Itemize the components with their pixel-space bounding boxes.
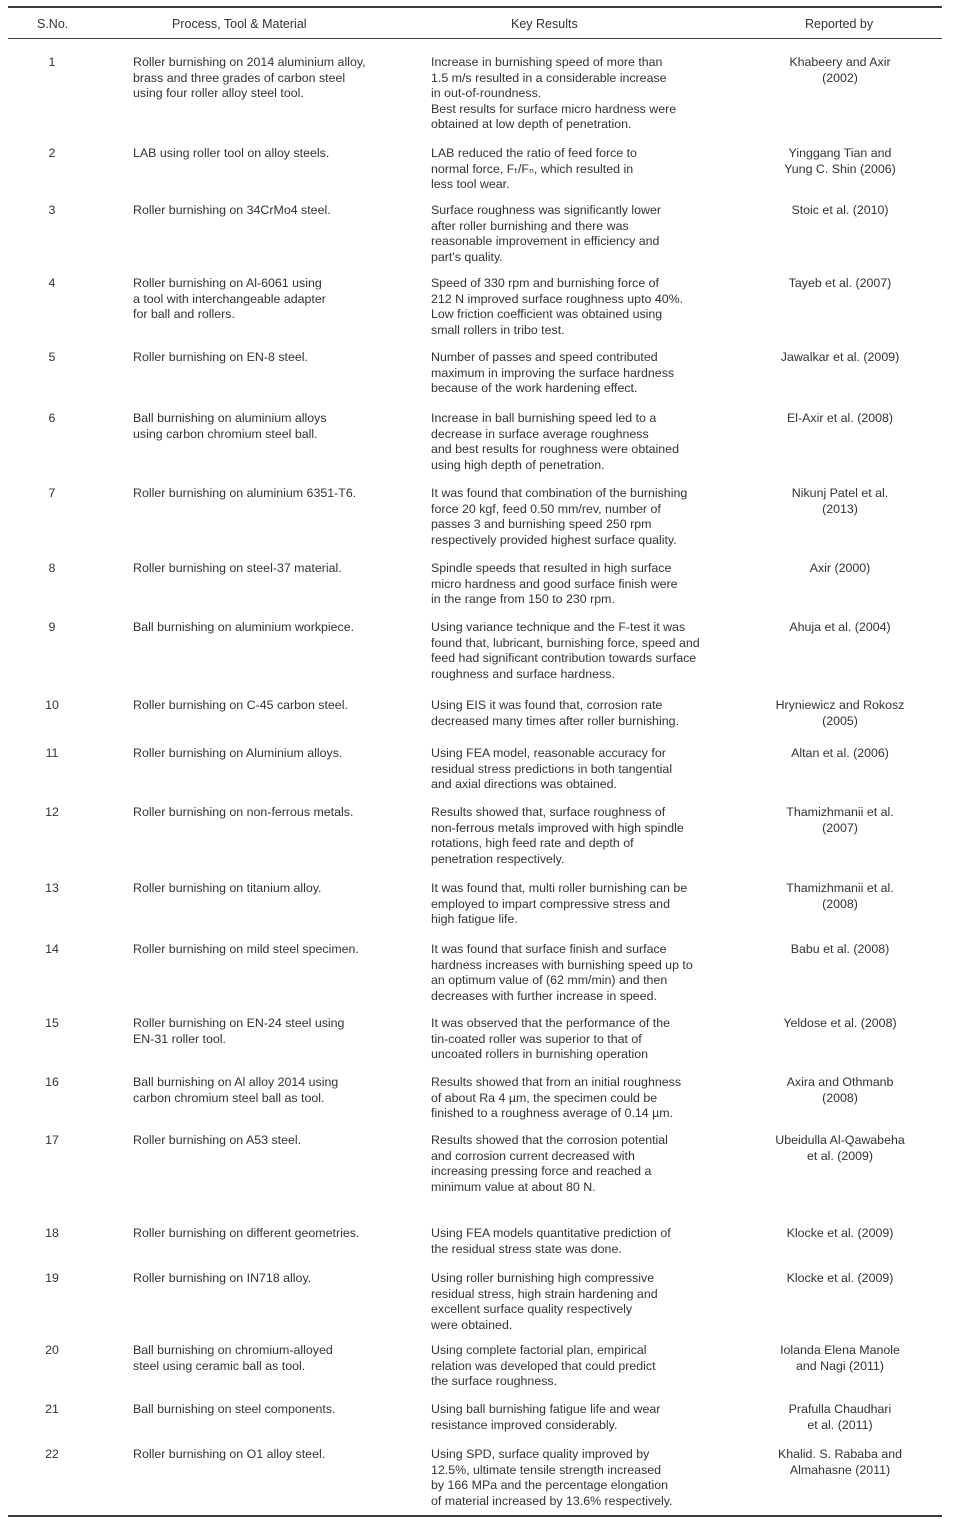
- reported-by-cell-line: (2013): [822, 501, 858, 516]
- process-cell: [133, 1016, 403, 1047]
- results-cell: [431, 486, 731, 548]
- results-cell-line: part's quality.: [431, 249, 503, 264]
- results-cell-line: an optimum value of (62 mm/min) and then: [431, 973, 668, 988]
- header-bottom-rule: [8, 38, 942, 39]
- results-cell-line: LAB reduced the ratio of feed force to: [431, 146, 637, 160]
- results-cell-line: Using SPD, surface quality improved by: [431, 1447, 650, 1461]
- process-cell-line: Roller burnishing on non-ferrous metals.: [133, 805, 354, 819]
- reported-by-cell: [764, 805, 916, 836]
- row-number: 18: [45, 1226, 59, 1240]
- process-cell-line: Roller burnishing on C-45 carbon steel.: [133, 698, 348, 712]
- reported-by-cell: [764, 881, 916, 912]
- process-cell-line: Roller burnishing on aluminium 6351-T6.: [133, 486, 357, 500]
- reported-by-cell: [764, 1343, 916, 1374]
- process-cell: [133, 1402, 403, 1418]
- results-cell-line: using high depth of penetration.: [431, 457, 605, 472]
- reported-by-cell-line: (2007): [822, 820, 858, 835]
- process-cell-line: using carbon chromium steel ball.: [133, 426, 318, 441]
- results-cell-line: residual stress predictions in both tangential: [431, 761, 673, 776]
- header-reported: Reported by: [805, 17, 874, 31]
- results-cell-line: It was found that surface finish and surface: [431, 942, 667, 956]
- process-cell-line: Roller burnishing on 34CrMo4 steel.: [133, 203, 331, 217]
- results-cell-line: normal force, Fₜ/Fₙ, which resulted in: [431, 161, 634, 176]
- results-cell: [431, 1133, 731, 1195]
- reported-by-cell-line: Klocke et al. (2009): [786, 1271, 894, 1285]
- results-cell: [431, 942, 731, 1004]
- results-cell: [431, 1447, 731, 1509]
- process-cell-line: Roller burnishing on IN718 alloy.: [133, 1271, 312, 1285]
- reported-by-cell: [764, 146, 916, 177]
- reported-by-cell: [764, 1075, 916, 1106]
- results-cell-line: maximum in improving the surface hardness: [431, 365, 675, 380]
- header-sno: S.No.: [37, 17, 69, 31]
- results-cell-line: feed had significant contribution towards surface: [431, 651, 697, 666]
- process-cell-line: Roller burnishing on 2014 aluminium alloy,: [133, 55, 366, 69]
- reported-by-cell: [764, 1271, 916, 1287]
- results-cell-line: of material increased by 13.6% respectively.: [431, 1493, 673, 1508]
- results-cell-line: Increase in ball burnishing speed led to a: [431, 411, 657, 425]
- process-cell: [133, 486, 403, 502]
- reported-by-cell-line: Axira and Othmanb: [786, 1075, 894, 1089]
- row-number: 14: [45, 942, 59, 956]
- row-number: 21: [45, 1402, 59, 1416]
- results-cell-line: Spindle speeds that resulted in high surface: [431, 561, 672, 575]
- results-cell-line: by 166 MPa and the percentage elongation: [431, 1478, 668, 1493]
- results-cell-line: passes 3 and burnishing speed 250 rpm: [431, 517, 652, 532]
- results-cell: [431, 1226, 731, 1257]
- process-cell-line: for ball and rollers.: [133, 307, 235, 322]
- process-cell-line: brass and three grades of carbon steel: [133, 70, 346, 85]
- results-cell-line: employed to impart compressive stress and: [431, 896, 670, 911]
- results-cell-line: tin-coated roller was superior to that of: [431, 1031, 642, 1046]
- process-cell-line: using four roller alloy steel tool.: [133, 86, 304, 101]
- reported-by-cell-line: Klocke et al. (2009): [786, 1226, 894, 1240]
- reported-by-cell-line: Babu et al. (2008): [790, 942, 890, 956]
- results-cell: [431, 203, 731, 265]
- results-cell-line: of about Ra 4 µm, the specimen could be: [431, 1090, 658, 1105]
- results-cell-line: 1.5 m/s resulted in a considerable increase: [431, 70, 667, 85]
- process-cell-line: Ball burnishing on steel components.: [133, 1402, 336, 1416]
- results-cell-line: Using ball burnishing fatigue life and wear: [431, 1402, 661, 1416]
- reported-by-cell-line: Nikunj Patel et al.: [791, 486, 889, 500]
- results-cell-line: roughness and surface hardness.: [431, 666, 615, 681]
- results-cell-line: decrease in surface average roughness: [431, 426, 649, 441]
- results-cell-line: Results showed that, surface roughness of: [431, 805, 666, 819]
- results-cell: [431, 561, 731, 608]
- process-cell-line: a tool with interchangeable adapter: [133, 291, 326, 306]
- results-cell-line: penetration respectively.: [431, 851, 565, 866]
- reported-by-cell: [764, 698, 916, 729]
- results-cell: [431, 1271, 731, 1333]
- row-number: 17: [45, 1133, 59, 1147]
- results-cell-line: Using FEA model, reasonable accuracy for: [431, 746, 666, 760]
- process-cell: [133, 805, 403, 821]
- process-cell: [133, 1133, 403, 1149]
- results-cell-line: Results showed that the corrosion potential: [431, 1133, 668, 1147]
- reported-by-cell-line: Thamizhmanii et al.: [786, 805, 894, 819]
- results-cell-line: Number of passes and speed contributed: [431, 350, 658, 364]
- process-cell: [133, 1447, 403, 1463]
- process-cell: [133, 698, 403, 714]
- row-number: 13: [45, 881, 59, 895]
- process-cell: [133, 1343, 403, 1374]
- reported-by-cell: [764, 1133, 916, 1164]
- row-number: 19: [45, 1271, 59, 1285]
- reported-by-cell-line: Yung C. Shin (2006): [784, 161, 896, 176]
- results-cell-line: Using roller burnishing high compressive: [431, 1271, 655, 1285]
- results-cell-line: finished to a roughness average of 0.14 µm.: [431, 1106, 674, 1121]
- reported-by-cell-line: Tayeb et al. (2007): [788, 276, 892, 290]
- reported-by-cell: [764, 486, 916, 517]
- results-cell-line: It was observed that the performance of the: [431, 1016, 670, 1030]
- row-number: 16: [45, 1075, 59, 1089]
- row-number: 6: [48, 411, 56, 425]
- results-cell-line: decreased many times after roller burnishing.: [431, 713, 679, 728]
- reported-by-cell-line: Yeldose et al. (2008): [783, 1016, 897, 1030]
- process-cell: [133, 146, 403, 162]
- results-cell-line: Increase in burnishing speed of more than: [431, 55, 663, 69]
- row-number: 8: [48, 561, 56, 575]
- header-results: Key Results: [511, 17, 578, 31]
- reported-by-cell-line: and Nagi (2011): [796, 1358, 884, 1373]
- process-cell-line: Roller burnishing on A53 steel.: [133, 1133, 302, 1147]
- process-cell-line: Roller burnishing on different geometries.: [133, 1226, 360, 1240]
- results-cell: [431, 411, 731, 473]
- results-cell-line: relation was developed that could predict: [431, 1358, 656, 1373]
- results-cell-line: and axial directions was obtained.: [431, 777, 617, 792]
- results-cell-line: Low friction coefficient was obtained using: [431, 307, 663, 322]
- results-cell: [431, 698, 731, 729]
- process-cell-line: Roller burnishing on steel-37 material.: [133, 561, 342, 575]
- process-cell: [133, 55, 403, 102]
- reported-by-cell: [764, 1016, 916, 1032]
- row-number: 4: [48, 276, 56, 290]
- results-cell: [431, 55, 731, 133]
- reported-by-cell-line: Axir (2000): [809, 561, 871, 575]
- process-cell: [133, 203, 403, 219]
- results-cell-line: decreases with further increase in speed.: [431, 988, 657, 1003]
- process-cell-line: steel using ceramic ball as tool.: [133, 1358, 306, 1373]
- results-cell-line: Using FEA models quantitative prediction of: [431, 1226, 671, 1240]
- results-cell-line: the surface roughness.: [431, 1374, 558, 1389]
- results-cell-line: obtained at low depth of penetration.: [431, 117, 632, 132]
- process-cell-line: Ball burnishing on aluminium workpiece.: [133, 620, 355, 634]
- process-cell: [133, 411, 403, 442]
- process-cell: [133, 350, 403, 366]
- process-cell-line: EN-31 roller tool.: [133, 1031, 226, 1046]
- results-cell-line: Results showed that from an initial roughness: [431, 1075, 682, 1089]
- reported-by-cell-line: Ahuja et al. (2004): [789, 620, 891, 634]
- reported-by-cell: [764, 350, 916, 366]
- reported-by-cell-line: Stoic et al. (2010): [791, 203, 889, 217]
- reported-by-cell: [764, 746, 916, 762]
- process-cell: [133, 1226, 403, 1242]
- reported-by-cell: [764, 942, 916, 958]
- process-cell: [133, 276, 403, 323]
- results-cell-line: Using variance technique and the F-test it was: [431, 620, 686, 634]
- process-cell: [133, 1075, 403, 1106]
- results-cell-line: in out-of-roundness.: [431, 86, 542, 101]
- reported-by-cell-line: Jawalkar et al. (2009): [780, 350, 900, 364]
- results-cell-line: uncoated rollers in burnishing operation: [431, 1047, 648, 1062]
- results-cell-line: rotations, high feed rate and depth of: [431, 836, 634, 851]
- reported-by-cell-line: et al. (2009): [806, 1148, 874, 1163]
- header-process: Process, Tool & Material: [172, 17, 307, 31]
- results-cell-line: resistance improved considerably.: [431, 1417, 618, 1432]
- row-number: 3: [48, 203, 56, 217]
- results-cell-line: It was found that combination of the burnishing: [431, 486, 688, 500]
- results-cell-line: Using complete factorial plan, empirical: [431, 1343, 647, 1357]
- results-cell-line: the residual stress state was done.: [431, 1241, 622, 1256]
- results-cell: [431, 350, 731, 397]
- results-cell-line: in the range from 150 to 230 rpm.: [431, 592, 615, 607]
- results-cell-line: were obtained.: [431, 1317, 513, 1332]
- results-cell-line: after roller burnishing and there was: [431, 218, 629, 233]
- row-number: 2: [48, 146, 56, 160]
- results-cell-line: Surface roughness was significantly lower: [431, 203, 662, 217]
- row-number: 7: [48, 486, 56, 500]
- results-cell-line: It was found that, multi roller burnishing can be: [431, 881, 688, 895]
- row-number: 15: [45, 1016, 59, 1030]
- reported-by-cell: [764, 1226, 916, 1242]
- process-cell-line: Roller burnishing on titanium alloy.: [133, 881, 322, 895]
- process-cell-line: Roller burnishing on mild steel specimen.: [133, 942, 359, 956]
- process-cell: [133, 746, 403, 762]
- results-cell: [431, 1075, 731, 1122]
- reported-by-cell: [764, 561, 916, 577]
- results-cell: [431, 1343, 731, 1390]
- results-cell-line: 212 N improved surface roughness upto 40%.: [431, 291, 684, 306]
- reported-by-cell-line: Altan et al. (2006): [791, 746, 889, 760]
- process-cell-line: Ball burnishing on aluminium alloys: [133, 411, 327, 425]
- results-cell: [431, 276, 731, 338]
- row-number: 5: [48, 350, 56, 364]
- results-cell-line: Using EIS it was found that, corrosion rate: [431, 698, 663, 712]
- results-cell-line: Best results for surface micro hardness were: [431, 101, 677, 116]
- results-cell: [431, 620, 731, 682]
- reported-by-cell-line: Hryniewicz and Rokosz: [775, 698, 905, 712]
- results-cell-line: Speed of 330 rpm and burnishing force of: [431, 276, 659, 290]
- row-number: 12: [45, 805, 59, 819]
- process-cell-line: LAB using roller tool on alloy steels.: [133, 146, 330, 160]
- results-cell-line: excellent surface quality respectively: [431, 1302, 633, 1317]
- results-cell-line: reasonable improvement in efficiency and: [431, 234, 660, 249]
- results-cell-line: non-ferrous metals improved with high spindle: [431, 820, 684, 835]
- process-cell-line: Roller burnishing on EN-8 steel.: [133, 350, 308, 364]
- reported-by-cell-line: (2005): [822, 713, 858, 728]
- reported-by-cell-line: Khalid. S. Rababa and: [778, 1447, 902, 1461]
- results-cell-line: high fatigue life.: [431, 912, 518, 927]
- reported-by-cell-line: Prafulla Chaudhari: [788, 1402, 892, 1416]
- results-cell-line: micro hardness and good surface finish were: [431, 576, 678, 591]
- results-cell-line: small rollers in tribo test.: [431, 322, 565, 337]
- process-cell-line: Roller burnishing on EN-24 steel using: [133, 1016, 345, 1030]
- row-number: 20: [45, 1343, 59, 1357]
- results-cell-line: force 20 kgf, feed 0.50 mm/rev, number of: [431, 501, 661, 516]
- results-cell-line: found that, lubricant, burnishing force, speed and: [431, 635, 700, 650]
- reported-by-cell-line: El-Axir et al. (2008): [786, 411, 894, 425]
- process-cell-line: Ball burnishing on Al alloy 2014 using: [133, 1075, 339, 1089]
- table-top-rule: [8, 6, 942, 8]
- results-cell-line: increasing pressing force and reached a: [431, 1164, 652, 1179]
- process-cell: [133, 620, 403, 636]
- process-cell: [133, 881, 403, 897]
- process-cell-line: carbon chromium steel ball as tool.: [133, 1090, 325, 1105]
- reported-by-cell-line: Iolanda Elena Manole: [780, 1343, 900, 1357]
- results-cell: [431, 146, 731, 193]
- reported-by-cell-line: Thamizhmanii et al.: [786, 881, 894, 895]
- reported-by-cell-line: Khabeery and Axir: [789, 55, 891, 69]
- results-cell-line: and best results for roughness were obtained: [431, 442, 679, 457]
- results-cell-line: hardness increases with burnishing speed up to: [431, 957, 693, 972]
- process-cell-line: Roller burnishing on Al-6061 using: [133, 276, 322, 290]
- reported-by-cell: [764, 1402, 916, 1433]
- process-cell: [133, 942, 403, 958]
- results-cell: [431, 1402, 731, 1433]
- process-cell: [133, 1271, 403, 1287]
- reported-by-cell-line: (2002): [822, 70, 858, 85]
- reported-by-cell: [764, 203, 916, 219]
- process-cell-line: Ball burnishing on chromium-alloyed: [133, 1343, 333, 1357]
- process-cell-line: Roller burnishing on O1 alloy steel.: [133, 1447, 326, 1461]
- results-cell-line: 12.5%, ultimate tensile strength increased: [431, 1462, 662, 1477]
- reported-by-cell-line: Ubeidulla Al-Qawabeha: [775, 1133, 905, 1147]
- results-cell: [431, 805, 731, 867]
- reported-by-cell-line: (2008): [822, 896, 858, 911]
- results-cell-line: and corrosion current decreased with: [431, 1148, 635, 1163]
- row-number: 22: [45, 1447, 59, 1461]
- reported-by-cell: [764, 411, 916, 427]
- process-cell-line: Roller burnishing on Aluminium alloys.: [133, 746, 343, 760]
- reported-by-cell: [764, 55, 916, 86]
- results-cell: [431, 746, 731, 793]
- reported-by-cell: [764, 620, 916, 636]
- reported-by-cell-line: (2008): [822, 1090, 858, 1105]
- row-number: 10: [45, 698, 59, 712]
- process-cell: [133, 561, 403, 577]
- reported-by-cell-line: Almahasne (2011): [789, 1462, 891, 1477]
- reported-by-cell-line: Yinggang Tian and: [788, 146, 892, 160]
- reported-by-cell: [764, 1447, 916, 1478]
- row-number: 9: [48, 620, 56, 634]
- results-cell-line: less tool wear.: [431, 177, 510, 192]
- results-cell: [431, 1016, 731, 1063]
- results-cell-line: minimum value at about 80 N.: [431, 1179, 596, 1194]
- results-cell-line: residual stress, high strain hardening and: [431, 1286, 658, 1301]
- results-cell: [431, 881, 731, 928]
- row-number: 1: [48, 55, 56, 69]
- results-cell-line: because of the work hardening effect.: [431, 381, 638, 396]
- reported-by-cell: [764, 276, 916, 292]
- results-cell-line: respectively provided highest surface quality.: [431, 532, 677, 547]
- reported-by-cell-line: et al. (2011): [807, 1417, 873, 1432]
- row-number: 11: [45, 746, 59, 760]
- table-bottom-rule: [8, 1515, 942, 1517]
